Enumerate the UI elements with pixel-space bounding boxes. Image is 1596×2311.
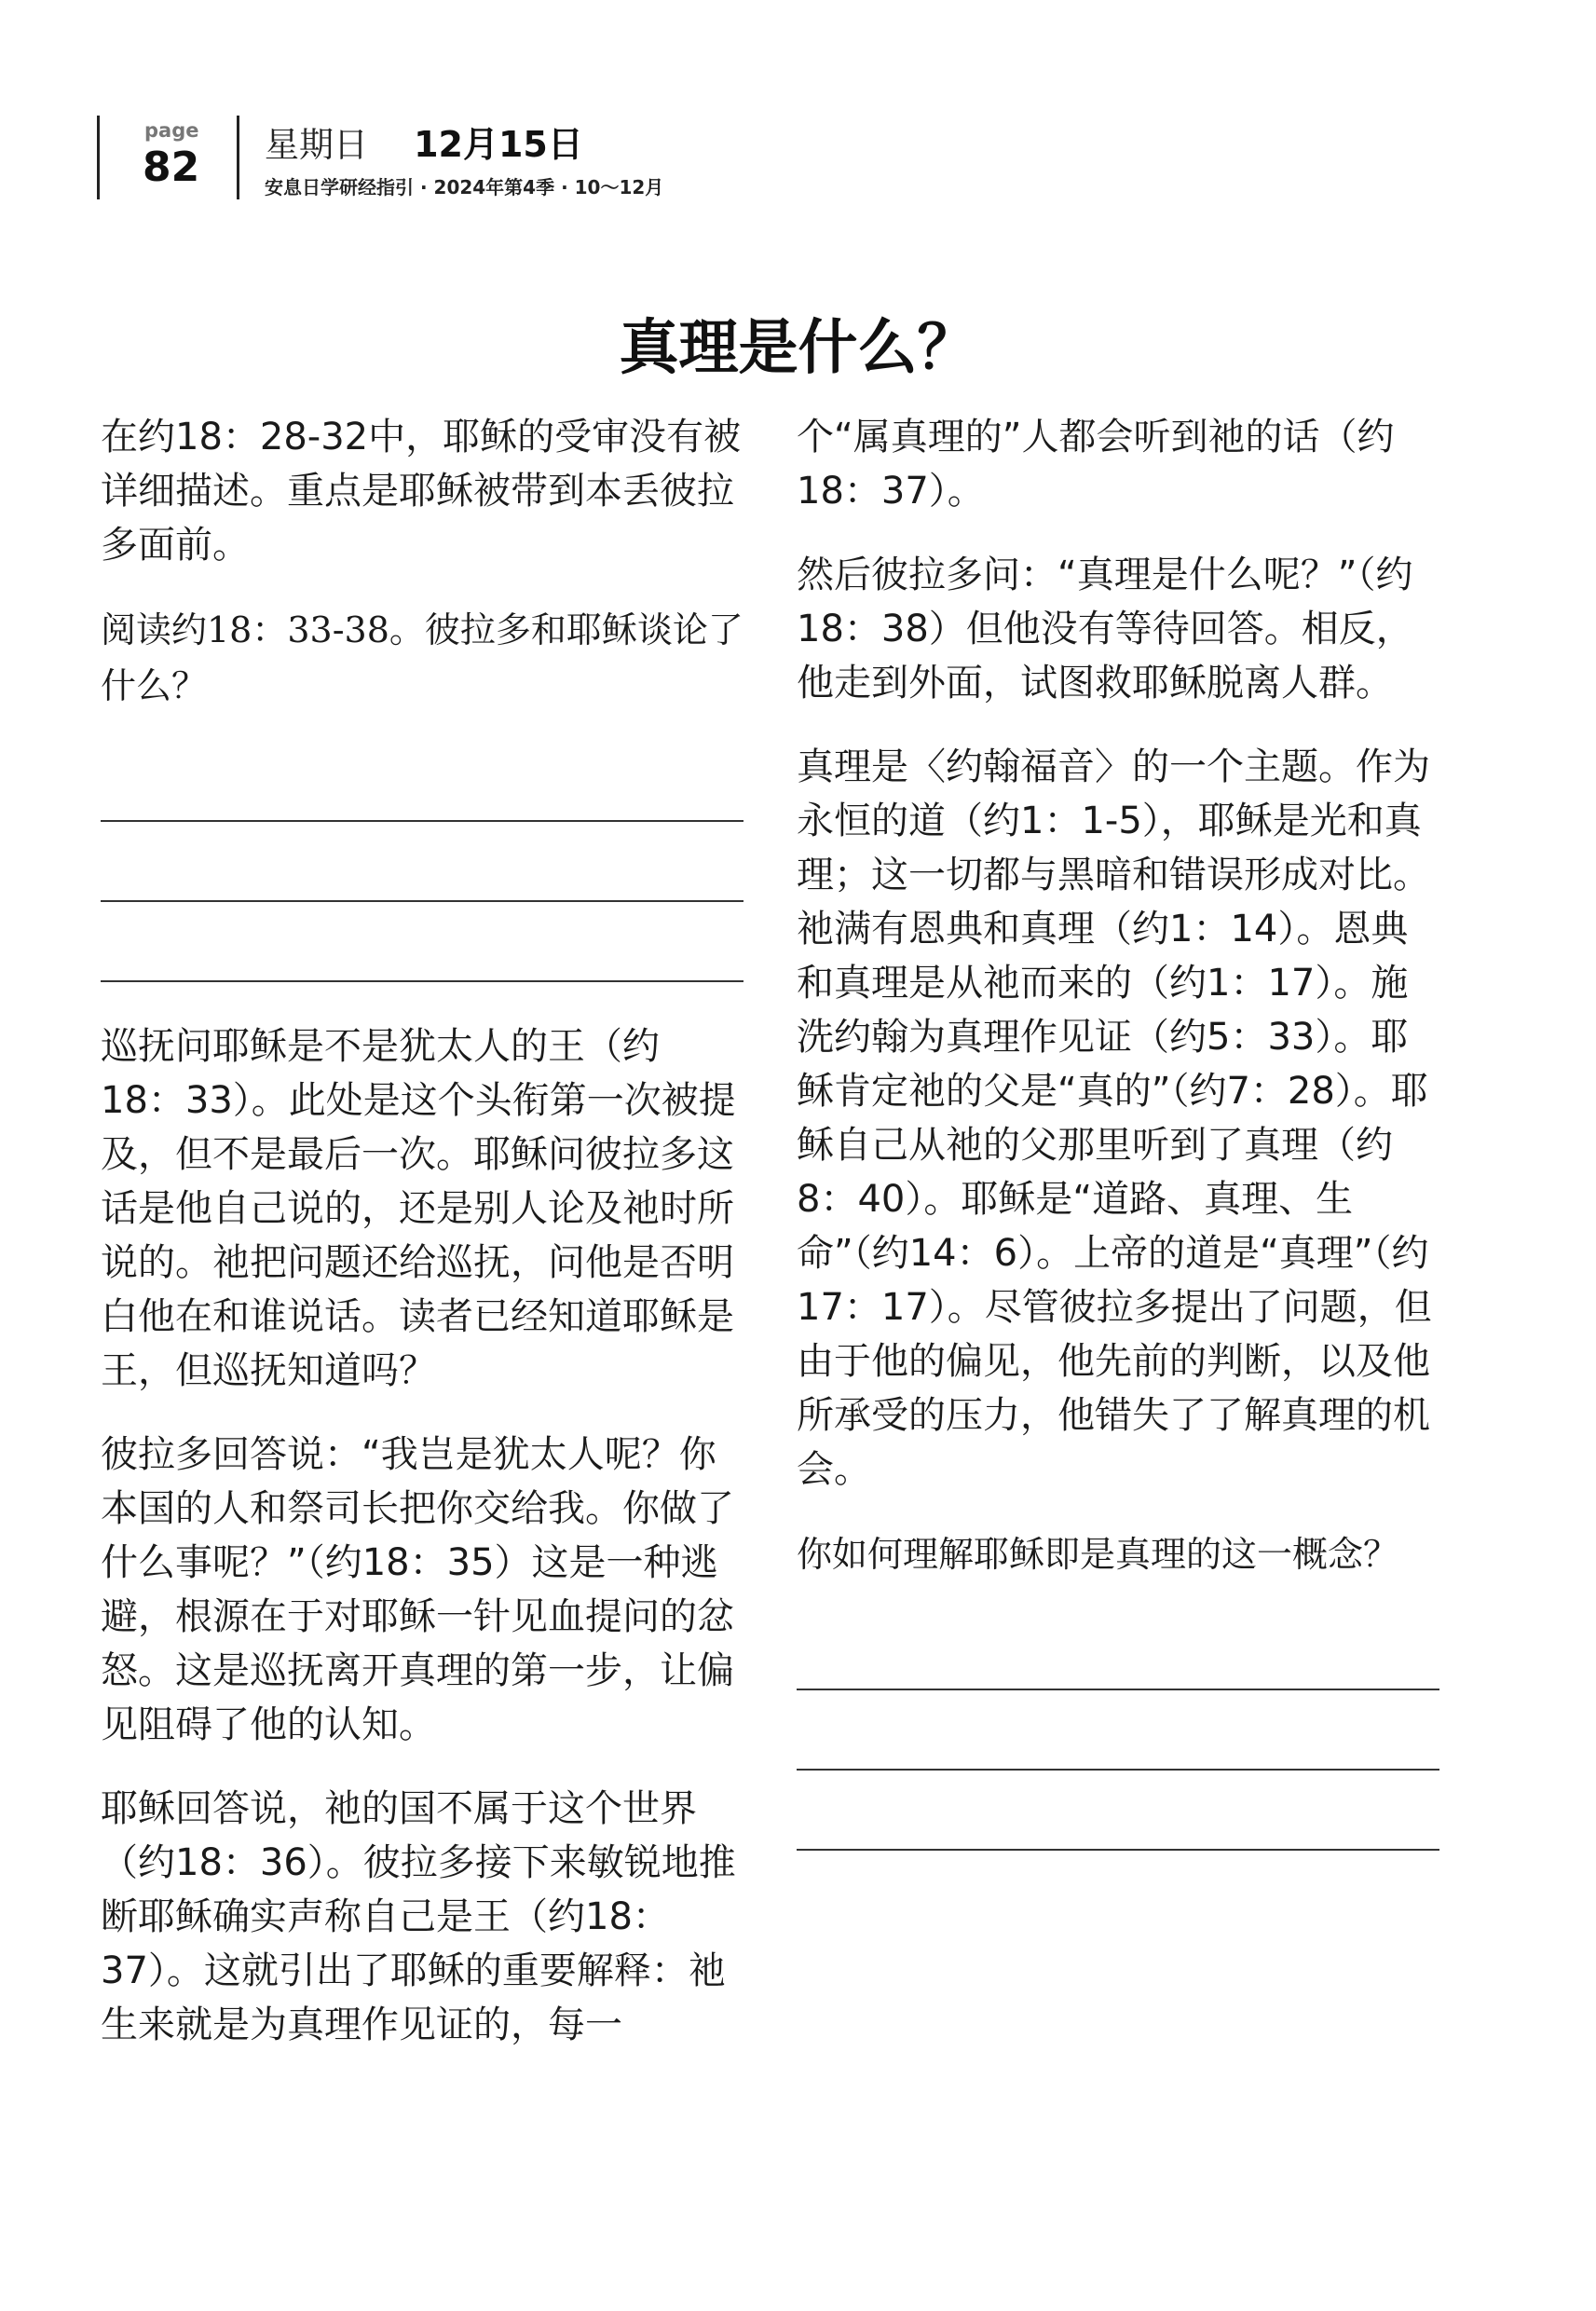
answer-line[interactable] (797, 1610, 1439, 1690)
paragraph-truth-theme: 真理是〈约翰福音〉的一个主题。作为永恒的道（约1：1-5），耶稣是光和真理；这一切都与黑暗和错误形成对比。祂满有恩典和真理（约1：14）。恩典和真理是从祂而来的（约1：17）。施洗约翰为真理作见证（约5：33）。耶稣肯定祂的父是“真的”（约7：28）。耶稣自己从祂的父那里听到了真理（约8：40）。耶稣是“道路、真理、生命”（约14：6）。上帝的道是“真理”（约17：17）。尽管彼拉多提出了问题，但由于他的偏见，他先前的判断，以及他所承受的压力，他错失了了解真理的机会。 (797, 745, 1432, 1491)
paragraph-continued: 个“属真理的”人都会听到祂的话（约18：37）。 (797, 416, 1395, 513)
paragraph-kingdom: 耶稣回答说，祂的国不属于这个世界（约18：36）。彼拉多接下来敏锐地推断耶稣确实声称自己是王（约18：37）。这就引出了耶稣的重要解释：祂生来就是为真理作见证的，每一 (101, 1787, 736, 2046)
lesson-date: 12月15日 (414, 124, 583, 165)
page-header (97, 116, 935, 199)
answer-lines-2[interactable] (797, 1610, 1439, 1851)
paragraph-governor: 巡抚问耶稣是不是犹太人的王（约18：33）。此处是这个头衔第一次被提及，但不是最后一次。耶稣问彼拉多这话是他自己说的，还是别人论及祂时所说的。祂把问题还给巡抚，问他是否明白他在和谁说话。读者已经知道耶稣是王，但巡抚知道吗？ (101, 1025, 736, 1392)
left-column (101, 410, 743, 2082)
page-number: 82 (143, 144, 200, 191)
answer-line[interactable] (101, 902, 743, 982)
study-question-2: 你如何理解耶稣即是真理的这一概念？ (797, 1534, 1399, 1575)
lesson-title: 真理是什么？ (619, 313, 977, 383)
study-question-1: 阅读约18：33-38。彼拉多和耶稣谈论了什么？ (101, 609, 743, 706)
day-of-week: 星期日 (265, 125, 368, 165)
paragraph-intro: 在约18：28-32中，耶稣的受审没有被详细描述。重点是耶稣被带到本丢彼拉多面前。 (101, 416, 742, 567)
page-number-box (97, 116, 239, 199)
answer-line[interactable] (101, 742, 743, 822)
header-text (265, 116, 663, 199)
publication-subtitle: 安息日学研经指引 · 2024年第4季 · 10～12月 (265, 176, 664, 198)
right-column (797, 410, 1439, 1888)
answer-line[interactable] (797, 1771, 1439, 1851)
answer-line[interactable] (797, 1690, 1439, 1771)
paragraph-pilate-answer: 彼拉多回答说：“我岂是犹太人呢？你本国的人和祭司长把你交给我。你做了什么事呢？”（约18：35）这是一种逃避，根源在于对耶稣一针见血提问的忿怒。这是巡抚离开真理的第一步，让偏见阻碍了他的认知。 (101, 1433, 734, 1746)
answer-lines-1[interactable] (101, 742, 743, 982)
answer-line[interactable] (101, 822, 743, 902)
page-label: page (144, 119, 199, 142)
paragraph-what-is-truth: 然后彼拉多问：“真理是什么呢？”（约18：38）但他没有等待回答。相反，他走到外面，试图救耶稣脱离人群。 (797, 554, 1413, 704)
header-divider (237, 116, 239, 199)
